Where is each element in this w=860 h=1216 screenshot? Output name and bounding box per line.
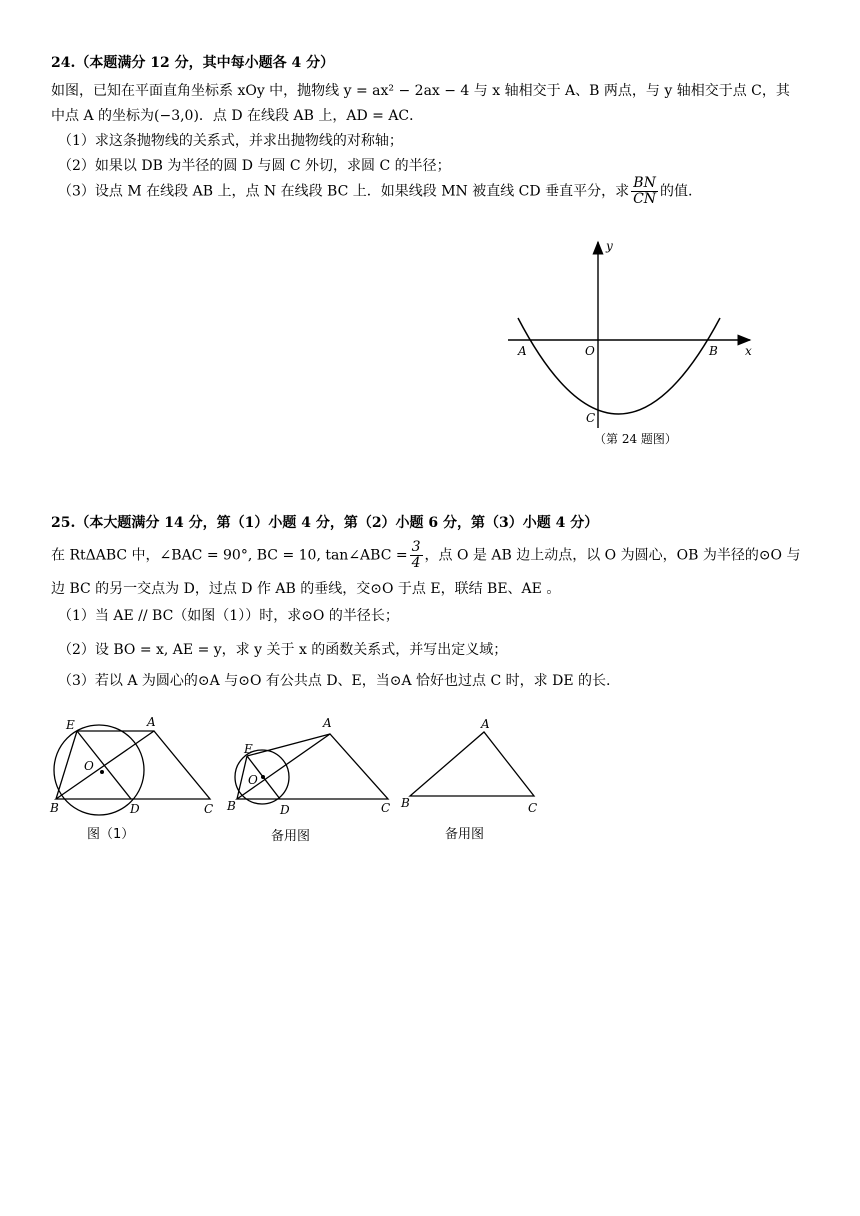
- tan-denominator: 4: [411, 555, 421, 571]
- spare-label-e: E: [244, 742, 253, 756]
- q25-stem-text: 在 RtΔABC 中，∠BAC = 90°, BC = 10, tan∠ABC =: [51, 547, 408, 564]
- fig1-label-d: D: [130, 802, 140, 816]
- label-y: y: [606, 239, 613, 253]
- figure-1-diagram: [49, 715, 213, 816]
- q24-figure-caption: （第 24 题图）: [594, 432, 677, 446]
- q24-part1: （1）求这条抛物线的关系式，并求出抛物线的对称轴；: [58, 133, 403, 149]
- q25-part2: （2）设 BO = x, AE = y，求 y 关于 x 的函数关系式，并写出定义域；: [58, 642, 508, 658]
- figure-1-caption: 图（1）: [87, 827, 135, 842]
- parabola-curve: [518, 318, 720, 414]
- label-b: B: [709, 344, 718, 358]
- spare-label-d: D: [280, 803, 290, 817]
- spare-figure-1-caption: 备用图: [271, 829, 311, 844]
- fig1-label-a: A: [147, 715, 156, 729]
- fig1-label-c: C: [204, 802, 214, 816]
- q24-parabola-figure: [500, 230, 770, 460]
- q25-part1: （1）当 AE // BC（如图（1））时，求⊙O 的半径长；: [58, 608, 399, 624]
- label-o: O: [585, 344, 595, 358]
- fig1-label-b: B: [50, 801, 59, 815]
- q25-part3: （3）若以 A 为圆心的⊙A 与⊙O 有公共点 D、E，当⊙A 恰好也过点 C 时，求 DE 的长.: [58, 673, 611, 689]
- q24-fraction-numerator: BN: [631, 176, 658, 192]
- q24-fraction: [631, 176, 658, 207]
- tan-fraction: [410, 540, 423, 571]
- spare-label-o: O: [248, 773, 258, 787]
- q25-stem-line2: 边 BC 的另一交点为 D，过点 D 作 AB 的垂线，交⊙O 于点 E，联结 BE、AE 。: [51, 581, 561, 597]
- fig1-label-e: E: [66, 718, 75, 732]
- spare-figure-2-caption: 备用图: [445, 827, 485, 842]
- label-a: A: [518, 344, 527, 358]
- fig1-label-o: O: [84, 759, 94, 773]
- spare-label-a: A: [323, 716, 332, 730]
- q25-heading: 25.（本大题满分 14 分，第（1）小题 4 分，第（2）小题 6 分，第（3）小题 4 分）: [51, 515, 599, 531]
- q24-stem-line2: 中点 A 的坐标为(−3,0)．点 D 在线段 AB 上，AD = AC．: [51, 108, 424, 124]
- q24-part2: （2）如果以 DB 为半径的圆 D 与圆 C 外切，求圆 C 的半径；: [58, 158, 451, 174]
- label-c: C: [586, 411, 596, 425]
- triangle-abc-spare: [237, 734, 388, 799]
- spare-label-b: B: [227, 799, 236, 813]
- q24-part3-text: （3）设点 M 在线段 AB 上，点 N 在线段 BC 上．如果线段 MN 被直线 CD 垂直平分，求: [58, 183, 630, 200]
- q25-stem-line1: [51, 540, 800, 571]
- q24-part3-tail: 的值.: [660, 183, 693, 200]
- spare-figure-1-diagram: [226, 716, 390, 817]
- segment-ae-spare: [247, 734, 330, 756]
- spare2-label-a: A: [481, 717, 490, 731]
- q24-fraction-denominator: CN: [633, 191, 657, 207]
- tan-numerator: 3: [411, 539, 421, 555]
- q25-stem-tail: ，点 O 是 AB 边上动点，以 O 为圆心，OB 为半径的⊙O 与: [424, 547, 801, 564]
- q24-heading: 24.（本题满分 12 分，其中每小题各 4 分）: [51, 55, 335, 71]
- center-o-fig1: [100, 770, 104, 774]
- q24-stem-line1: 如图，已知在平面直角坐标系 xOy 中，抛物线 y = ax² − 2ax − 4 与 x 轴相交于 A、B 两点，与 y 轴相交于点 C，其: [51, 83, 790, 99]
- spare2-label-b: B: [401, 796, 410, 810]
- center-o-spare: [261, 775, 265, 779]
- segment-be-fig1: [56, 731, 77, 799]
- label-x: x: [745, 344, 752, 358]
- triangle-abc-spare2: [410, 732, 534, 796]
- spare-figure-2-diagram: [400, 717, 537, 815]
- q24-part3: [58, 176, 693, 207]
- spare-label-c: C: [381, 801, 391, 815]
- spare2-label-c: C: [528, 801, 538, 815]
